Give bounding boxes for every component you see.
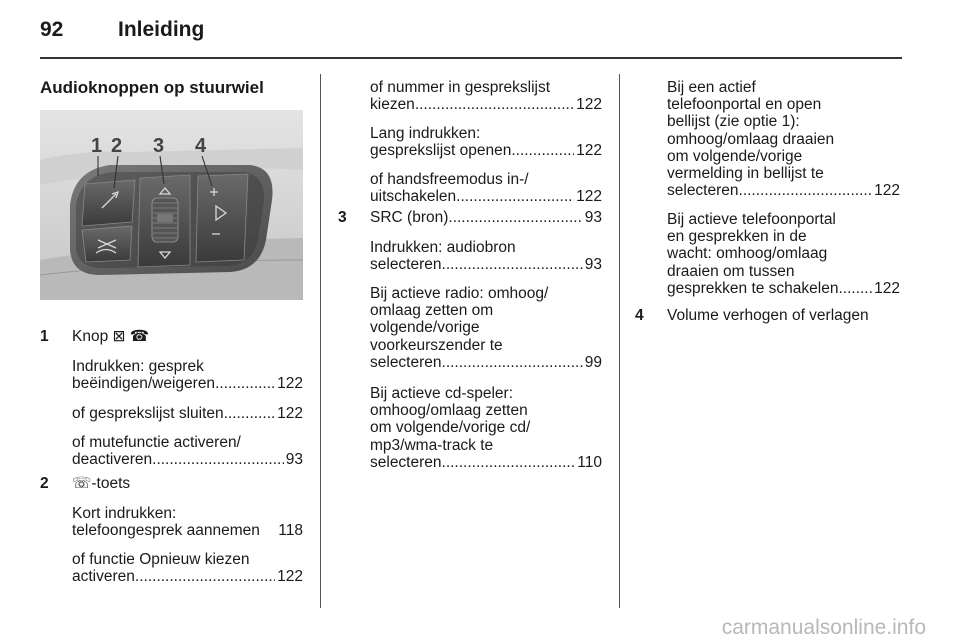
toc-text: SRC (bron): [370, 209, 449, 226]
paragraph: [370, 171, 602, 205]
toc-text: selecteren: [370, 453, 442, 471]
page-number: 92: [40, 18, 64, 41]
toc-text: beëindigen/weigeren: [72, 375, 216, 393]
paragraph: [72, 434, 303, 468]
text-line: Indrukken: audiobron: [370, 239, 516, 256]
callout-1: 1: [91, 135, 103, 157]
text-line: voorkeurszender te: [370, 336, 503, 354]
column-divider: [619, 74, 620, 608]
toc-line: [370, 96, 602, 113]
paragraph: [72, 551, 303, 585]
page-reference[interactable]: 122: [874, 182, 900, 200]
dot-leader: [442, 256, 583, 273]
toc-line: [370, 188, 602, 205]
item-number: 1: [40, 328, 49, 345]
toc-line: [370, 142, 602, 159]
toc-text: telefoongesprek aannemen: [72, 522, 260, 540]
dot-leader: [511, 142, 574, 159]
toc-text: selecteren: [370, 353, 442, 371]
dot-leader: [456, 188, 574, 205]
text-line: telefoonportal en open: [667, 96, 822, 114]
callout-2: 2: [111, 135, 123, 157]
text-line: omlaag zetten om: [370, 302, 494, 320]
dot-leader: [442, 354, 583, 371]
toc-text: gesprekken te schakelen: [667, 279, 839, 297]
toc-text: selecteren: [667, 182, 739, 200]
text-line: omhoog/omlaag zetten: [370, 402, 528, 420]
toc-text: activeren: [72, 568, 135, 586]
text-line: of nummer in gesprekslijst: [370, 79, 551, 96]
toc-line: [72, 568, 303, 585]
dot-leader: [415, 96, 574, 113]
page-reference[interactable]: 93: [584, 256, 602, 274]
toc-line: [667, 280, 900, 297]
dot-leader: [152, 451, 284, 468]
text-line: Bij actieve cd-speler:: [370, 385, 514, 402]
text-line: Kort indrukken:: [72, 505, 177, 522]
text-line: volgende/vorige: [370, 319, 480, 337]
dot-leader: [448, 209, 582, 226]
paragraph: [72, 358, 303, 392]
header-rule: [40, 57, 902, 59]
phone-icon: ☏: [72, 475, 92, 492]
end-call-mute-icon: ⊠ ☎: [112, 328, 150, 345]
paragraph: [72, 405, 303, 422]
dot-leader: [739, 182, 873, 199]
page-reference[interactable]: 93: [584, 209, 602, 226]
text-line: of functie Opnieuw kiezen: [72, 551, 250, 568]
column-divider: [320, 74, 321, 608]
dot-leader: [215, 375, 275, 392]
item-number: 3: [338, 209, 347, 226]
toc-line: [370, 209, 602, 226]
dot-leader: [135, 568, 275, 585]
text-line: Bij actieve telefoonportal: [667, 211, 836, 228]
text-line: draaien om tussen: [667, 262, 795, 280]
toc-line: [667, 182, 900, 199]
text-line: Bij actieve radio: omhoog/: [370, 285, 549, 302]
dot-leader: [442, 454, 576, 471]
page-reference[interactable]: 122: [277, 568, 303, 586]
page-reference[interactable]: 122: [277, 405, 303, 422]
toc-line: [370, 354, 602, 371]
page-reference[interactable]: 122: [576, 188, 602, 206]
text-line: Lang indrukken:: [370, 125, 481, 142]
text-line: wacht: omhoog/omlaag: [667, 245, 828, 263]
page-reference[interactable]: 110: [577, 453, 602, 471]
toc-text: deactiveren: [72, 451, 153, 469]
paragraph: [370, 79, 602, 113]
text-line: om volgende/vorige: [667, 147, 803, 165]
dot-leader: [224, 405, 276, 422]
item-label: -toets: [91, 475, 131, 492]
text-line: omhoog/omlaag draaien: [667, 130, 835, 148]
item-number: 4: [635, 307, 644, 324]
item-label: Volume verhogen of verlagen: [667, 307, 869, 324]
toc-line: [72, 405, 303, 422]
toc-text: selecteren: [370, 256, 442, 274]
text-line: of handsfreemodus in-/: [370, 171, 529, 188]
text-line: vermelding in bellijst te: [667, 165, 824, 183]
text-line: om volgende/vorige cd/: [370, 419, 531, 437]
toc-line: [72, 375, 303, 392]
steering-wheel-controls-illustration: [40, 110, 303, 300]
page-reference[interactable]: 118: [278, 522, 303, 540]
item-label: Knop: [72, 328, 109, 345]
section-heading: Audioknoppen op stuurwiel: [40, 78, 264, 97]
page-reference[interactable]: 93: [285, 451, 303, 469]
page-reference[interactable]: 122: [874, 279, 900, 297]
callout-4: 4: [195, 135, 207, 157]
chapter-title: Inleiding: [118, 18, 205, 41]
toc-line: [370, 256, 602, 273]
text-line: bellijst (zie optie 1):: [667, 113, 800, 131]
toc-text: of gesprekslijst sluiten: [72, 405, 224, 422]
paragraph: [370, 385, 602, 471]
text-line: Bij een actief: [667, 79, 756, 96]
text-line: Indrukken: gesprek: [72, 358, 204, 375]
paragraph: [72, 505, 303, 539]
paragraph: [667, 211, 900, 297]
watermark: carmanualsonline.info: [721, 616, 926, 639]
paragraph: [667, 79, 900, 199]
page-reference[interactable]: 122: [576, 142, 602, 160]
text-line: mp3/wma-track te: [370, 436, 494, 454]
text-line: of mutefunctie activeren/: [72, 434, 241, 451]
toc-line: [370, 454, 602, 471]
page-reference[interactable]: 122: [576, 96, 602, 114]
paragraph: [370, 285, 602, 371]
text-line: en gesprekken in de: [667, 228, 807, 246]
toc-text: kiezen: [370, 96, 415, 114]
paragraph: [370, 239, 602, 273]
page-reference[interactable]: 99: [584, 353, 602, 371]
toc-line: [72, 451, 303, 468]
dot-leader: [838, 280, 872, 297]
toc-text: gesprekslijst openen: [370, 142, 512, 160]
paragraph: [370, 125, 602, 159]
item-number: 2: [40, 475, 49, 492]
page-reference[interactable]: 122: [277, 375, 303, 393]
callout-3: 3: [153, 135, 165, 157]
toc-line: [72, 522, 303, 539]
toc-text: uitschakelen: [370, 188, 457, 206]
